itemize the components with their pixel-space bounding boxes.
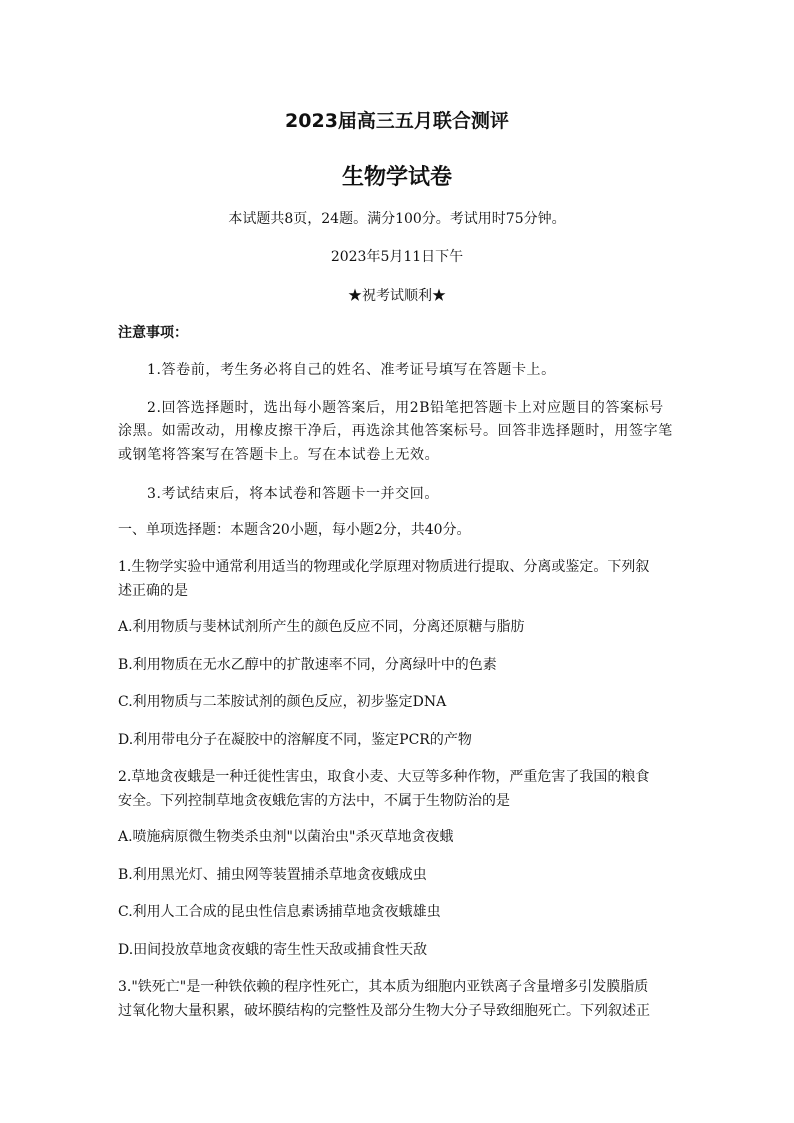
q2-option-d: D.田间投放草地贪夜蛾的寄生性天敌或捕食性天敌	[118, 942, 428, 958]
exam-info: 本试题共8页，24题。满分100分。考试用时75分钟。	[228, 211, 566, 227]
q1-option-b: B.利用物质在无水乙醇中的扩散速率不同，分离绿叶中的色素	[118, 657, 497, 673]
exam-title: 2023届高三五月联合测评	[285, 110, 509, 132]
q1-option-c: C.利用物质与二苯胺试剂的颜色反应，初步鉴定DNA	[118, 694, 447, 710]
notice-item-3: 3.考试结束后，将本试卷和答题卡一并交回。	[147, 486, 439, 502]
exam-wish: ★祝考试顺利★	[348, 288, 446, 304]
q2-stem-line-2: 安全。下列控制草地贪夜蛾危害的方法中，不属于生物防治的是	[118, 793, 510, 809]
q3-stem-line-1: 3."铁死亡"是一种铁依赖的程序性死亡，其本质为细胞内亚铁离子含量增多引发膜脂质	[118, 979, 649, 995]
notice-item-2-line-2: 涂黑。如需改动，用橡皮擦干净后，再选涂其他答案标号。回答非选择题时，用签字笔	[118, 423, 673, 439]
q2-stem-line-1: 2.草地贪夜蛾是一种迁徙性害虫，取食小麦、大豆等多种作物，严重危害了我国的粮食	[118, 769, 650, 785]
exam-date: 2023年5月11日下午	[330, 249, 464, 265]
q2-option-c: C.利用人工合成的昆虫性信息素诱捕草地贪夜蛾雄虫	[118, 904, 441, 920]
notice-item-2-line-1: 2.回答选择题时，选出每小题答案后，用2B铅笔把答题卡上对应题目的答案标号	[147, 400, 664, 416]
q3-stem-line-2: 过氧化物大量积累，破坏膜结构的完整性及部分生物大分子导致细胞死亡。下列叙述正	[118, 1003, 650, 1019]
section-heading: 一、单项选择题：本题含20小题，每小题2分，共40分。	[118, 522, 471, 538]
exam-subtitle: 生物学试卷	[341, 165, 452, 190]
notice-item-1: 1.答卷前，考生务必将自己的姓名、准考证号填写在答题卡上。	[147, 362, 556, 378]
q2-option-b: B.利用黑光灯、捕虫网等装置捕杀草地贪夜蛾成虫	[118, 867, 427, 883]
notice-item-2-line-3: 或钢笔将答案写在答题卡上。写在本试卷上无效。	[118, 447, 440, 463]
q1-stem-line-1: 1.生物学实验中通常利用适当的物理或化学原理对物质进行提取、分离或鉴定。下列叙	[118, 559, 650, 575]
q2-option-a: A.喷施病原微生物类杀虫剂"以菌治虫"杀灭草地贪夜蛾	[118, 829, 454, 845]
q1-option-a: A.利用物质与斐林试剂所产生的颜色反应不同，分离还原糖与脂肪	[118, 619, 525, 635]
notice-title: 注意事项：	[118, 325, 188, 341]
q1-option-d: D.利用带电分子在凝胶中的溶解度不同，鉴定PCR的产物	[118, 732, 472, 748]
q1-stem-line-2: 述正确的是	[118, 583, 188, 599]
